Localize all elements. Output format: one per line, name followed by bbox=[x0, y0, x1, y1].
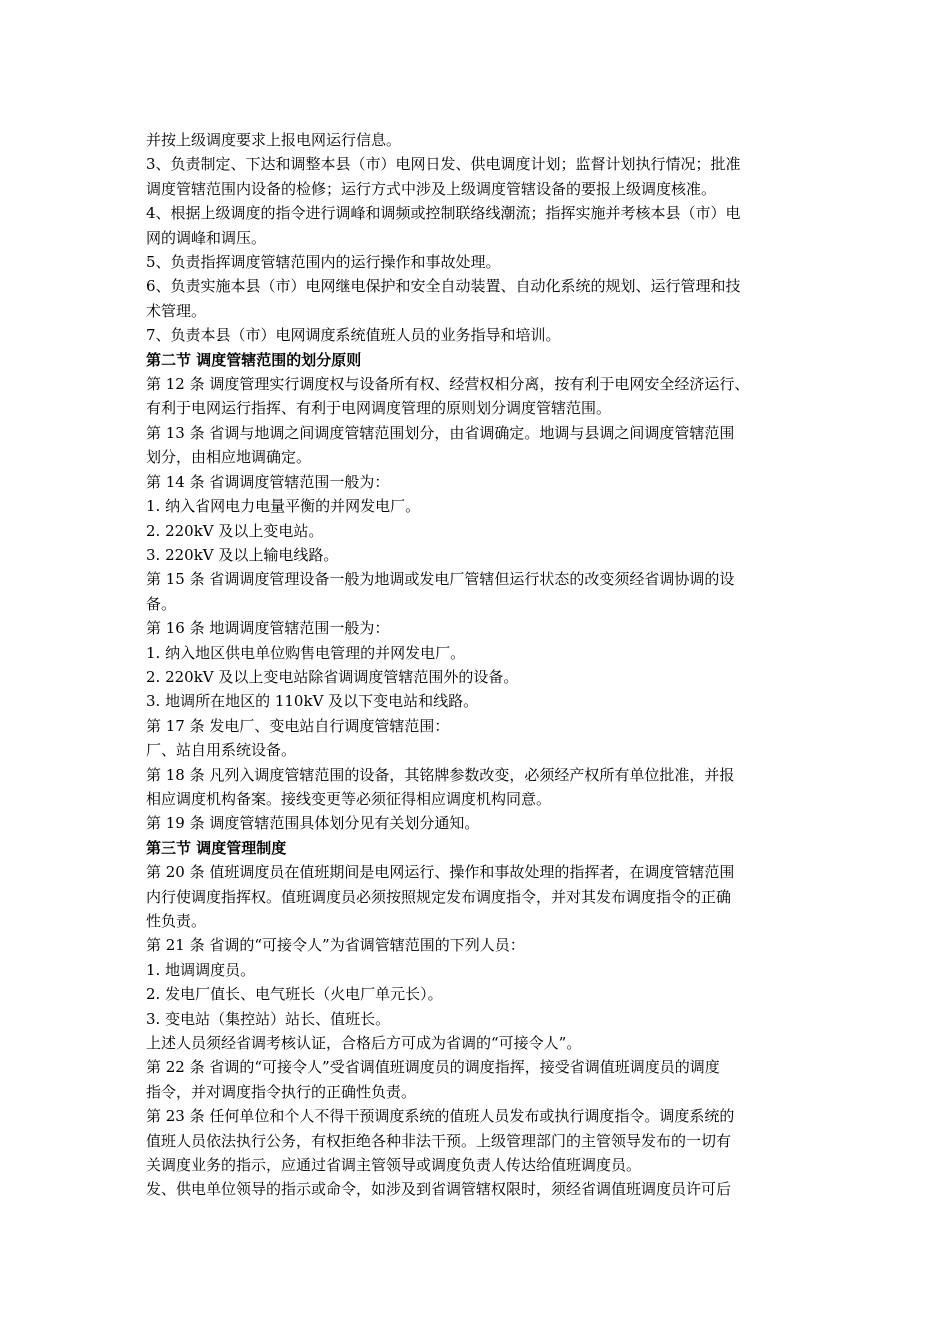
paragraph bbox=[146, 1104, 826, 1177]
text-line: 1. 纳入地区供电单位购售电管理的并网发电厂。 bbox=[146, 643, 466, 662]
paragraph bbox=[146, 616, 826, 640]
text-line: 2. 220kV 及以上变电站除省调调度管辖范围外的设备。 bbox=[146, 667, 519, 686]
text-line: 1. 地调调度员。 bbox=[146, 960, 256, 979]
text-line: 值班人员依法执行公务，有权拒绝各种非法干预。上级管理部门的主管领导发布的一切有 bbox=[146, 1131, 732, 1150]
paragraph bbox=[146, 421, 826, 470]
paragraph bbox=[146, 1177, 826, 1201]
text-line: 第 13 条 省调与地调之间调度管辖范围划分，由省调确定。地调与县调之间调度管辖范围 bbox=[146, 423, 735, 442]
paragraph bbox=[146, 714, 826, 738]
text-line: 3. 220kV 及以上输电线路。 bbox=[146, 545, 339, 564]
paragraph bbox=[146, 128, 826, 152]
text-line: 2. 220kV 及以上变电站。 bbox=[146, 521, 324, 540]
text-line: 第 19 条 调度管辖范围具体划分见有关划分通知。 bbox=[146, 814, 480, 833]
text-line: 4、根据上级调度的指令进行调峰和调频或控制联络线潮流；指挥实施并考核本县（市）电 bbox=[146, 204, 741, 223]
paragraph bbox=[146, 933, 826, 957]
text-line: 关调度业务的指示，应通过省调主管领导或调度负责人传达给值班调度员。 bbox=[146, 1156, 642, 1175]
text-line: 术管理。 bbox=[146, 301, 207, 320]
text-line: 第 14 条 省调调度管辖范围一般为： bbox=[146, 472, 390, 491]
paragraph bbox=[146, 1031, 826, 1055]
text-line: 性负责。 bbox=[146, 912, 207, 930]
text-line: 3、负责制定、下达和调整本县（市）电网日发、供电调度计划；监督计划执行情况；批准 bbox=[146, 155, 741, 174]
text-line: 第 23 条 任何单位和个人不得干预调度系统的值班人员发布或执行调度指令。调度系统的 bbox=[146, 1107, 735, 1126]
paragraph bbox=[146, 470, 826, 494]
paragraph bbox=[146, 567, 826, 616]
text-line: 指令，并对调度指令执行的正确性负责。 bbox=[146, 1082, 417, 1101]
paragraph bbox=[146, 860, 826, 933]
text-line: 第 15 条 省调调度管理设备一般为地调或发电厂管辖但运行状态的改变须经省调协调的设 bbox=[146, 570, 735, 589]
paragraph bbox=[146, 982, 826, 1006]
paragraph bbox=[146, 665, 826, 689]
text-line: 并按上级调度要求上报电网运行信息。 bbox=[146, 131, 402, 149]
text-line: 有利于电网运行指挥、有利于电网调度管理的原则划分调度管辖范围。 bbox=[146, 399, 612, 418]
section-heading bbox=[146, 348, 826, 372]
text-line: 内行使调度指挥权。值班调度员必须按照规定发布调度指令，并对其发布调度指令的正确 bbox=[146, 887, 732, 906]
text-line: 第 20 条 值班调度员在值班期间是电网运行、操作和事故处理的指挥者，在调度管辖范围 bbox=[146, 863, 735, 882]
paragraph bbox=[146, 274, 826, 323]
text-line: 3. 地调所在地区的 110kV 及以下变电站和线路。 bbox=[146, 692, 479, 711]
paragraph bbox=[146, 372, 826, 421]
paragraph bbox=[146, 738, 826, 762]
text-line: 第 16 条 地调调度管辖范围一般为： bbox=[146, 619, 390, 638]
text-line: 6、负责实施本县（市）电网继电保护和安全自动装置、自动化系统的规划、运行管理和技 bbox=[146, 277, 741, 296]
paragraph bbox=[146, 519, 826, 543]
text-line: 第 21 条 省调的“可接令人”为省调管辖范围的下列人员： bbox=[146, 936, 525, 955]
paragraph bbox=[146, 152, 826, 201]
paragraph bbox=[146, 811, 826, 835]
section-heading bbox=[146, 836, 826, 860]
paragraph bbox=[146, 1007, 826, 1031]
text-line: 调度管辖范围内设备的检修；运行方式中涉及上级调度管辖设备的要报上级调度核准。 bbox=[146, 179, 717, 198]
text-line: 第 18 条 凡列入调度管辖范围的设备，其铭牌参数改变，必须经产权所有单位批准，并报 bbox=[146, 765, 735, 784]
paragraph bbox=[146, 641, 826, 665]
paragraph bbox=[146, 543, 826, 567]
paragraph bbox=[146, 201, 826, 250]
text-line: 划分，由相应地调确定。 bbox=[146, 448, 312, 467]
paragraph bbox=[146, 958, 826, 982]
paragraph bbox=[146, 494, 826, 518]
text-line: 第 17 条 发电厂、变电站自行调度管辖范围： bbox=[146, 716, 450, 735]
paragraph bbox=[146, 323, 826, 347]
text-line: 厂、站自用系统设备。 bbox=[146, 741, 297, 760]
paragraph bbox=[146, 1055, 826, 1104]
text-line: 5、负责指挥调度管辖范围内的运行操作和事故处理。 bbox=[146, 253, 501, 272]
text-line: 7、负责本县（市）电网调度系统值班人员的业务指导和培训。 bbox=[146, 326, 561, 345]
paragraph bbox=[146, 763, 826, 812]
text-line: 相应调度机构备案。接线变更等必须征得相应调度机构同意。 bbox=[146, 789, 552, 808]
text-line: 上述人员须经省调考核认证，合格后方可成为省调的“可接令人”。 bbox=[146, 1034, 582, 1053]
paragraph bbox=[146, 250, 826, 274]
text-line: 第 12 条 调度管理实行调度权与设备所有权、经营权相分离，按有利于电网安全经济运行、 bbox=[146, 375, 750, 394]
text-line: 第二节 调度管辖范围的划分原则 bbox=[146, 350, 362, 369]
text-line: 1. 纳入省网电力电量平衡的并网发电厂。 bbox=[146, 497, 421, 516]
text-line: 第三节 调度管理制度 bbox=[146, 838, 287, 857]
text-line: 2. 发电厂值长、电气班长（火电厂单元长）。 bbox=[146, 985, 443, 1004]
text-line: 第 22 条 省调的“可接令人”受省调值班调度员的调度指挥，接受省调值班调度员的调度 bbox=[146, 1058, 720, 1077]
text-line: 3. 变电站（集控站）站长、值班长。 bbox=[146, 1009, 391, 1028]
text-line: 发、供电单位领导的指示或命令，如涉及到省调管辖权限时，须经省调值班调度员许可后 bbox=[146, 1180, 732, 1199]
text-line: 备。 bbox=[146, 594, 177, 613]
text-line: 网的调峰和调压。 bbox=[146, 228, 267, 247]
document-body bbox=[146, 128, 826, 1202]
paragraph bbox=[146, 689, 826, 713]
